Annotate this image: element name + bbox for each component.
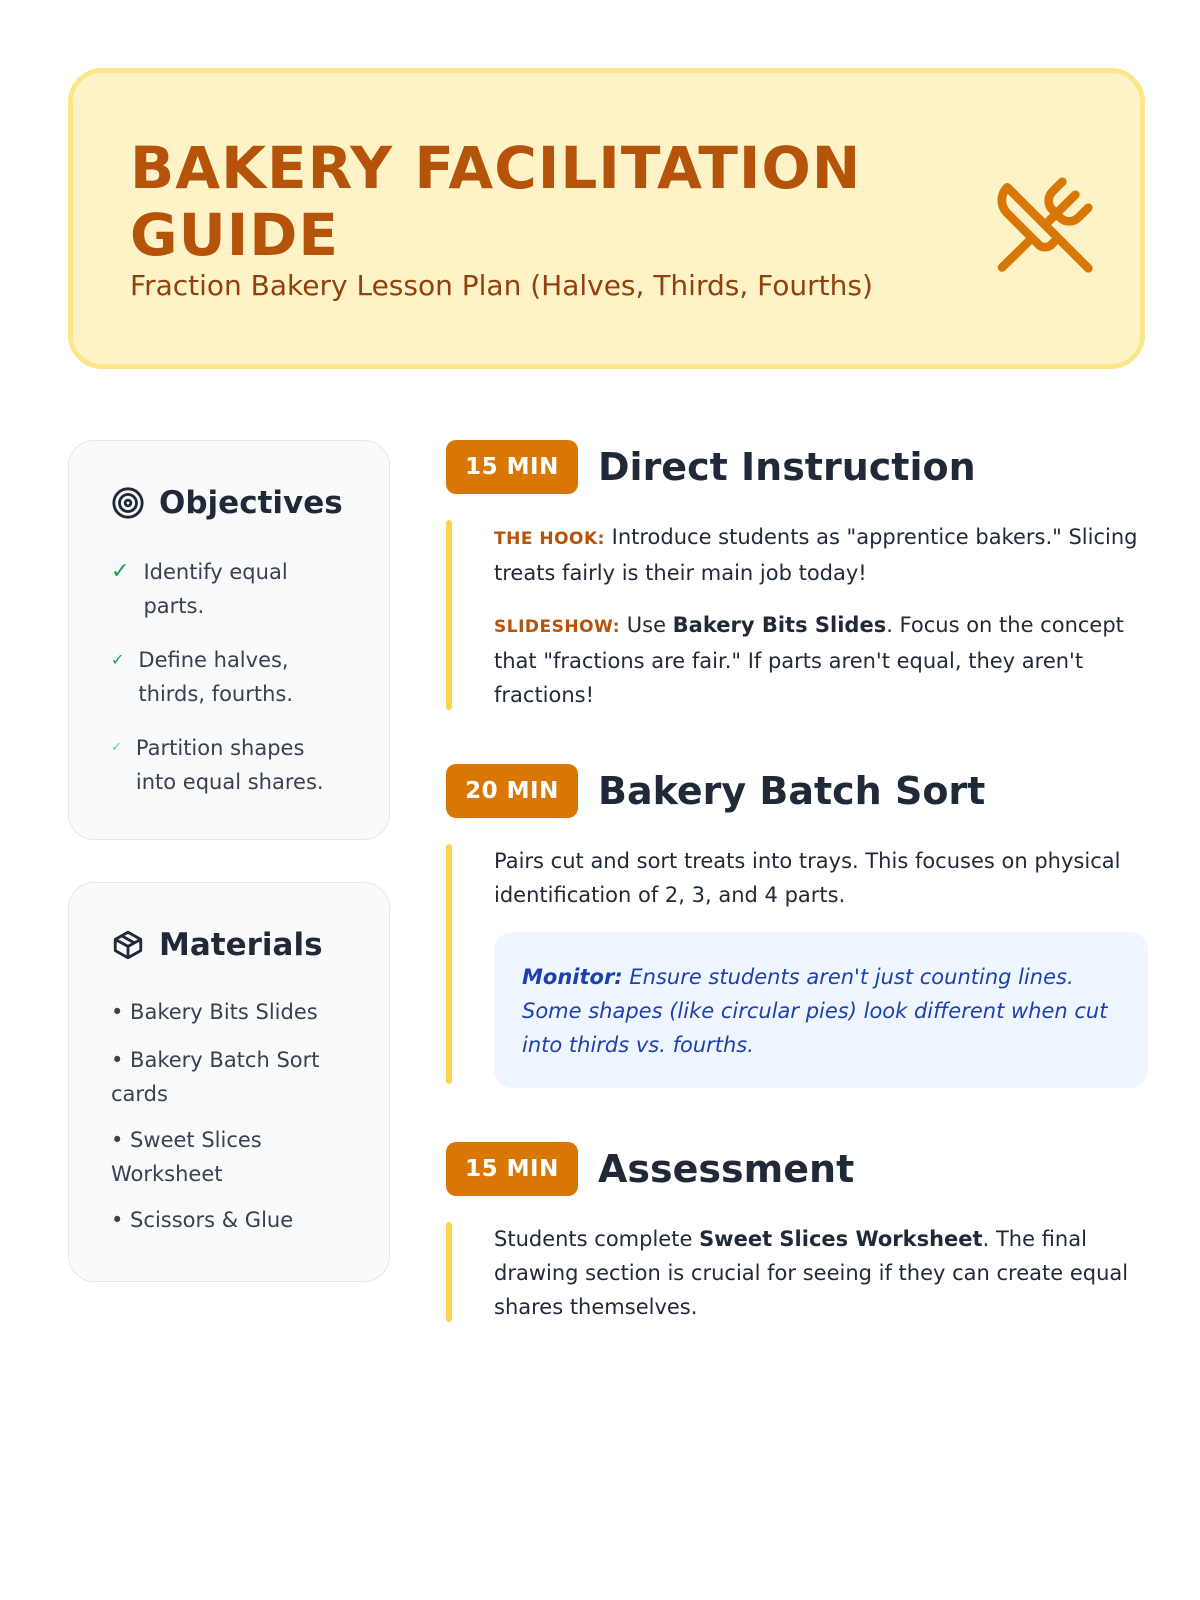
utensils-crossed-icon (993, 173, 1097, 277)
accent-bar (446, 1222, 452, 1322)
section-paragraph (494, 1222, 1144, 1324)
objectives-card (68, 440, 390, 840)
header-banner (68, 68, 1145, 369)
monitor-label: Monitor: (522, 965, 623, 989)
section-title: Bakery Batch Sort (598, 769, 986, 813)
objectives-heading (111, 485, 343, 521)
check-icon: ✓ (111, 559, 130, 584)
hook-label: THE HOOK: (494, 529, 605, 549)
target-icon (111, 486, 145, 520)
section-title: Direct Instruction (598, 445, 976, 489)
objectives-title: Objectives (159, 485, 343, 521)
slideshow-text: Use (620, 613, 673, 637)
list-item: • Scissors & Glue (111, 1208, 294, 1232)
list-item (111, 555, 303, 623)
time-badge: 15 MIN (446, 440, 578, 494)
objective-text: Partition shapes into equal shares. (135, 736, 324, 794)
page-title: BAKERY FACILITATION GUIDE (130, 134, 862, 269)
package-icon (111, 928, 145, 962)
list-item (111, 731, 336, 799)
objective-text: Define halves, thirds, fourths. (138, 648, 294, 706)
materials-heading (111, 927, 323, 963)
section-title: Assessment (598, 1147, 855, 1191)
page-subtitle: Fraction Bakery Lesson Plan (Halves, Thirds, Fourths) (130, 269, 873, 302)
assessment-bold: Sweet Slices Worksheet (699, 1227, 983, 1251)
check-icon: ✓ (111, 650, 125, 669)
slideshow-label: SLIDESHOW: (494, 617, 621, 637)
list-item: • Sweet Slices Worksheet (111, 1128, 262, 1186)
hook-text: Introduce students as "apprentice bakers." Slicing treats fairly is their main job today! (494, 525, 1138, 585)
materials-card (68, 882, 390, 1282)
assessment-text-end: . The final drawing section is crucial for seeing if they can create equal shares themselves. (494, 1227, 1129, 1319)
objective-text: Identify equal parts. (143, 560, 288, 618)
materials-title: Materials (159, 927, 323, 963)
monitor-text: Ensure students aren't just counting lines. Some shapes (like circular pies) look different when cut into thirds vs. fourths. (522, 965, 1108, 1057)
list-item: • Bakery Batch Sort cards (111, 1048, 320, 1106)
accent-bar (446, 520, 452, 710)
monitor-note (494, 932, 1148, 1088)
slideshow-bold: Bakery Bits Slides (672, 613, 887, 637)
section-paragraph: Pairs cut and sort treats into trays. This focuses on physical identification of 2, 3, and 4 parts. (494, 849, 1121, 907)
time-badge: 15 MIN (446, 1142, 578, 1196)
slideshow-paragraph (494, 608, 1144, 712)
check-icon: ✓ (111, 740, 122, 755)
list-item: • Bakery Bits Slides (111, 1000, 318, 1024)
accent-bar (446, 844, 452, 1084)
assessment-text: Students complete (494, 1227, 700, 1251)
time-badge: 20 MIN (446, 764, 578, 818)
hook-paragraph (494, 520, 1144, 590)
list-item (111, 643, 308, 711)
slideshow-text-end: . Focus on the concept that "fractions are fair." If parts aren't equal, they aren't fractions! (494, 613, 1124, 707)
